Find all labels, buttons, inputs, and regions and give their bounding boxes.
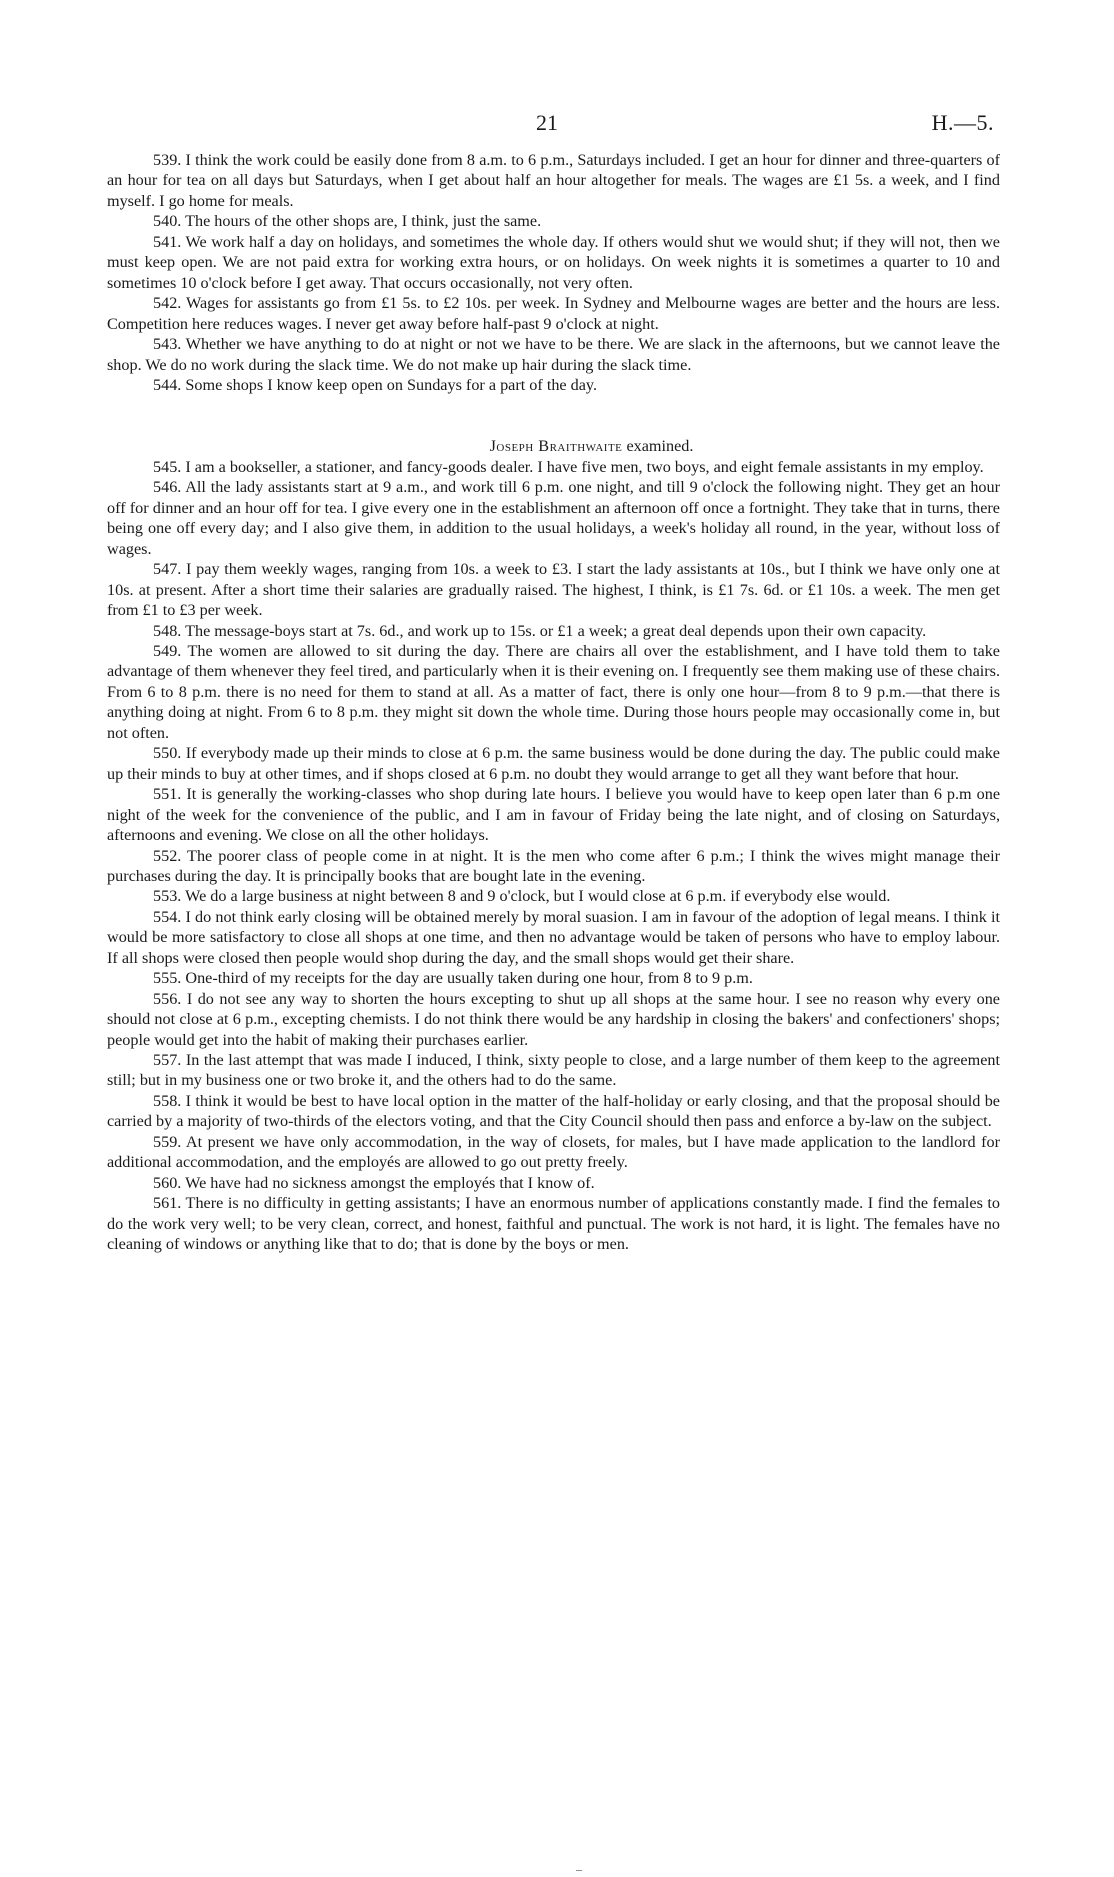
paragraph: 559. At present we have only accommodation, in the way of closets, for males, but I have made application to the landlord for additional accommodation, and the employés are allowed to go out pretty freely. bbox=[107, 1132, 1000, 1172]
paragraph: 551. It is generally the working-classes who shop during late hours. I believe you would have to keep open later than 6 p.m one night of the week for the convenience of the public, and I am in favour of Friday being the late night, and of closing on Saturdays, afternoons and evening. We close on all the other holidays. bbox=[107, 785, 1000, 845]
page-header bbox=[0, 110, 1114, 140]
paragraph: 541. We work half a day on holidays, and sometimes the whole day. If others would shut we would shut; if they will not, then we must keep open. We are not paid extra for working extra hours, or on holidays. On week nights it is sometimes a quarter to 10 and sometimes 10 o'clock before I get away. That occurs occasionally, not very often. bbox=[107, 232, 1000, 292]
document-reference: H.—5. bbox=[931, 110, 994, 135]
paragraph: 560. We have had no sickness amongst the employés that I know of. bbox=[153, 1173, 595, 1192]
paragraph: 539. I think the work could be easily done from 8 a.m. to 6 p.m., Saturdays included. I get an hour for dinner and three-quarters of an hour for tea on all days but Saturdays, when I get about half an hour altogether for meals. The wages are £1 5s. a week, and I find myself. I go home for meals. bbox=[107, 151, 1000, 210]
paragraph: 558. I think it would be best to have local option in the matter of the half-holiday or early closing, and that the proposal should be carried by a majority of two-thirds of the electors voting, and that the City Council should then pass and enforce a by-law on the subject. bbox=[107, 1091, 1000, 1131]
paragraph: 547. I pay them weekly wages, ranging from 10s. a week to £3. I start the lady assistants at 10s., but I think we have only one at 10s. at present. After a short time their salaries are gradually raised. The highest, I think, is £1 7s. 6d. or £1 10s. a week. The men get from £1 to £3 per week. bbox=[107, 560, 1000, 620]
testimony-section-2 bbox=[107, 457, 1000, 1255]
paragraph: 550. If everybody made up their minds to close at 6 p.m. the same business would be done during the day. The public could make up their minds to buy at other times, and if shops closed at 6 p.m. no doubt they would arrange to get all they want before that hour. bbox=[107, 744, 1000, 783]
paragraph: 554. I do not think early closing will be obtained merely by moral suasion. I am in favour of the adoption of legal means. I think it would be more satisfactory to close all shops at one time, and then no advantage would be taken of persons who have to employ labour. If all shops were closed then people would shop during the day, and the small shops would get their share. bbox=[107, 907, 1000, 967]
paragraph: 540. The hours of the other shops are, I think, just the same. bbox=[153, 212, 542, 231]
paragraph: 549. The women are allowed to sit during the day. There are chairs all over the establishment, and I have told them to take advantage of them whenever they feel tired, and particularly when it is their evening on. I frequently see them making use of these chairs. From 6 to 8 p.m. there is no need for them to stand at all. As a matter of fact, there is only one hour—from 8 to 9 p.m.—that there is anything doing at night. From 6 to 8 p.m. they might sit down the whole time. During those hours people may occasionally come in, but not often. bbox=[107, 641, 1000, 742]
paragraph: 543. Whether we have anything to do at night or not we have to be there. We are slack in the afternoons, but we cannot leave the shop. We do no work during the slack time. We do not make up hair during the slack time. bbox=[107, 335, 1000, 374]
paragraph: 561. There is no difficulty in getting assistants; I have an enormous number of applications constantly made. I find the females to do the work very well; to be very clean, correct, and honest, faithful and punctual. The work is not hard, it is light. The females have no cleaning of windows or anything like that to do; that is done by the boys or men. bbox=[107, 1194, 1000, 1254]
paragraph: 552. The poorer class of people come in at night. It is the men who come after 6 p.m.; I think the wives might manage their purchases during the day. It is principally books that are bought late in the evening. bbox=[107, 846, 1000, 885]
paragraph: 545. I am a bookseller, a stationer, and fancy-goods dealer. I have five men, two boys, and eight female assistants in my employ. bbox=[153, 457, 984, 476]
witness-heading bbox=[107, 436, 1000, 456]
page-number: 21 bbox=[536, 110, 558, 135]
paragraph: 544. Some shops I know keep open on Sundays for a part of the day. bbox=[153, 375, 598, 394]
paragraph: 553. We do a large business at night between 8 and 9 o'clock, but I would close at 6 p.m. if everybody else would. bbox=[153, 887, 891, 906]
paragraph: 555. One-third of my receipts for the day are usually taken during one hour, from 8 to 9 p.m. bbox=[153, 969, 753, 988]
paragraph: 542. Wages for assistants go from £1 5s. to £2 10s. per week. In Sydney and Melbourne wages are better and the hours are less. Competition here reduces wages. I never get away before half-past 9 o'clock at night. bbox=[107, 294, 1000, 333]
document-body bbox=[107, 150, 1000, 1255]
paragraph: 556. I do not see any way to shorten the hours excepting to shut up all shops at the same hour. I see no reason why every one should not close at 6 p.m., excepting chemists. I do not think there would be any hardship in closing the bakers' and confectioners' shops; people would get into the habit of making their purchases earlier. bbox=[107, 989, 1000, 1049]
paragraph: 548. The message-boys start at 7s. 6d., and work up to 15s. or £1 a week; a great deal depends upon their own capacity. bbox=[153, 621, 927, 640]
footer-mark: ‒ bbox=[576, 1862, 582, 1876]
section-gap bbox=[107, 395, 1000, 436]
witness-name: Joseph Braithwaite bbox=[489, 437, 623, 456]
witness-suffix: examined. bbox=[626, 437, 694, 456]
paragraph: 557. In the last attempt that was made I induced, I think, sixty people to close, and a large number of them keep to the agreement still; but in my business one or two broke it, and the others had to do the same. bbox=[107, 1051, 1000, 1090]
testimony-section-1 bbox=[107, 150, 1000, 395]
paragraph: 546. All the lady assistants start at 9 a.m., and work till 6 p.m. one night, and till 9 o'clock the following night. They get an hour off for dinner and an hour off for tea. I give every one in the establishment an afternoon off once a fortnight. They take that in turns, there being one off every day; and I also give them, in addition to the usual holidays, a week's holiday all round, in the year, without loss of wages. bbox=[107, 478, 1000, 558]
